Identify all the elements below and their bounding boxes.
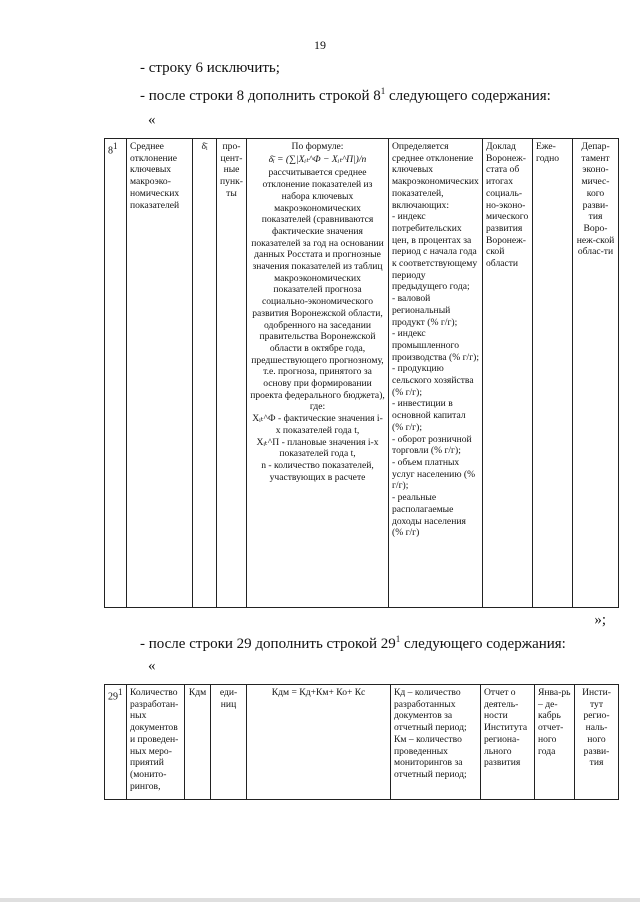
- open-quote: «: [148, 658, 156, 674]
- instruction-add-row-8-1: [140, 86, 551, 105]
- definition-documents: Кд – количество разработанных документов за отчетный период;: [394, 687, 467, 734]
- formula-xf: Xᵢₜ^Ф - фактические значения i-х показателей года t,: [252, 413, 383, 436]
- formula-title: По формуле:: [291, 141, 344, 152]
- cell-source: Отчет о деятель-ности Института регионa-льного развития: [481, 685, 535, 800]
- cell-formula: [247, 139, 389, 608]
- cell-row-number: $29^1$: [105, 685, 127, 800]
- close-quote: »;: [594, 612, 606, 628]
- table-row-29-1: [104, 684, 619, 800]
- cell-responsible: Депар-тамент эконо-мичес-кого разви-тия Воро-неж-ской облас-ти: [573, 139, 619, 608]
- cell-periodicity: Еже-годно: [533, 139, 573, 608]
- cell-indicator: Количество разработан-ных документов и проведен-ных меро-приятий (монито-рингов,: [127, 685, 185, 800]
- cell-definition: [391, 685, 481, 800]
- cell-unit: про-цент-ные пунк-ты: [217, 139, 247, 608]
- formula-xp: Xᵢₜ^П - плановые значения i-х показателей года t,: [256, 436, 379, 460]
- cell-symbol: Кдм: [185, 685, 211, 800]
- instruction-suffix: следующего содержания:: [385, 88, 551, 104]
- formula-n: n - количество показателей, участвующих в расчете: [261, 459, 374, 483]
- instruction-exclude-row-6: - строку 6 исключить;: [140, 60, 280, 76]
- cell-row-number: $8^1$: [105, 139, 127, 608]
- cell-indicator: Среднее отклонение ключевых макроэко-номических показателей: [127, 139, 193, 608]
- cell-unit: еди-ниц: [211, 685, 247, 800]
- cell-definition: Определяется среднее отклонение ключевых макроэкономических показателей, включающих: - индекс потребительских цен, в процентах за период с начала года к соответствующему периоду предыдущего года; - валовой региональный продукт (% г/г); - индекс промышленного производства (% г/г); - продукцию сельского хозяйства (% г/г); - инвестиции в основной капитал (% г/г); - оборот розничной торговли (% г/г); - объем платных услуг населению (% г/г); - реальные располагаемые доходы населения (% г/г): [389, 139, 483, 608]
- instruction-suffix: следующего содержания:: [400, 636, 566, 652]
- instruction-sup: 1: [380, 86, 386, 96]
- definition-monitorings: Км – количество проведенных мониторингов за отчетный период;: [394, 733, 467, 780]
- cell-source: Доклад Воронеж-стата об итогах социаль-но-эконо-мического развития Воронеж-ской области: [483, 139, 533, 608]
- instruction-prefix: - после строки 29 дополнить строкой 29: [140, 636, 396, 652]
- page-number: 19: [314, 38, 326, 52]
- table-row-8-1: [104, 138, 619, 608]
- formula-description: рассчитывается среднее отклонение показателей из набора ключевых макроэкономических показателей (сравниваются фактические значения показателей за год на основании данных Росстата и прогнозные значения показателей из таблиц макроэкономических показателей прогноза социально-экономического развития Воронежской области, одобренного на заседании правительства Воронежской области в октябре года, предшествующего прогнозному, т.е. прогноза, принятого за основу при формировании проекта федерального бюджета), где:: [250, 167, 385, 413]
- instruction-sup: 1: [395, 634, 401, 644]
- page-bottom-edge: [0, 898, 640, 902]
- cell-periodicity: Янва-рь – де-кабрь отчет-ного года: [535, 685, 575, 800]
- open-quote: «: [148, 112, 156, 128]
- cell-symbol: δ̄ᵢ: [193, 139, 217, 608]
- cell-responsible: Инсти-тут регио-наль-ного разви-тия: [575, 685, 619, 800]
- instruction-prefix: - после строки 8 дополнить строкой 8: [140, 88, 381, 104]
- cell-formula: Кдм = Кд+Км+ Ко+ Кс: [247, 685, 391, 800]
- formula-expression: δ̄ᵢ = (∑|Xᵢₜ^Ф − Xᵢₜ^П|)/n: [268, 153, 367, 165]
- instruction-add-row-29-1: [140, 634, 566, 653]
